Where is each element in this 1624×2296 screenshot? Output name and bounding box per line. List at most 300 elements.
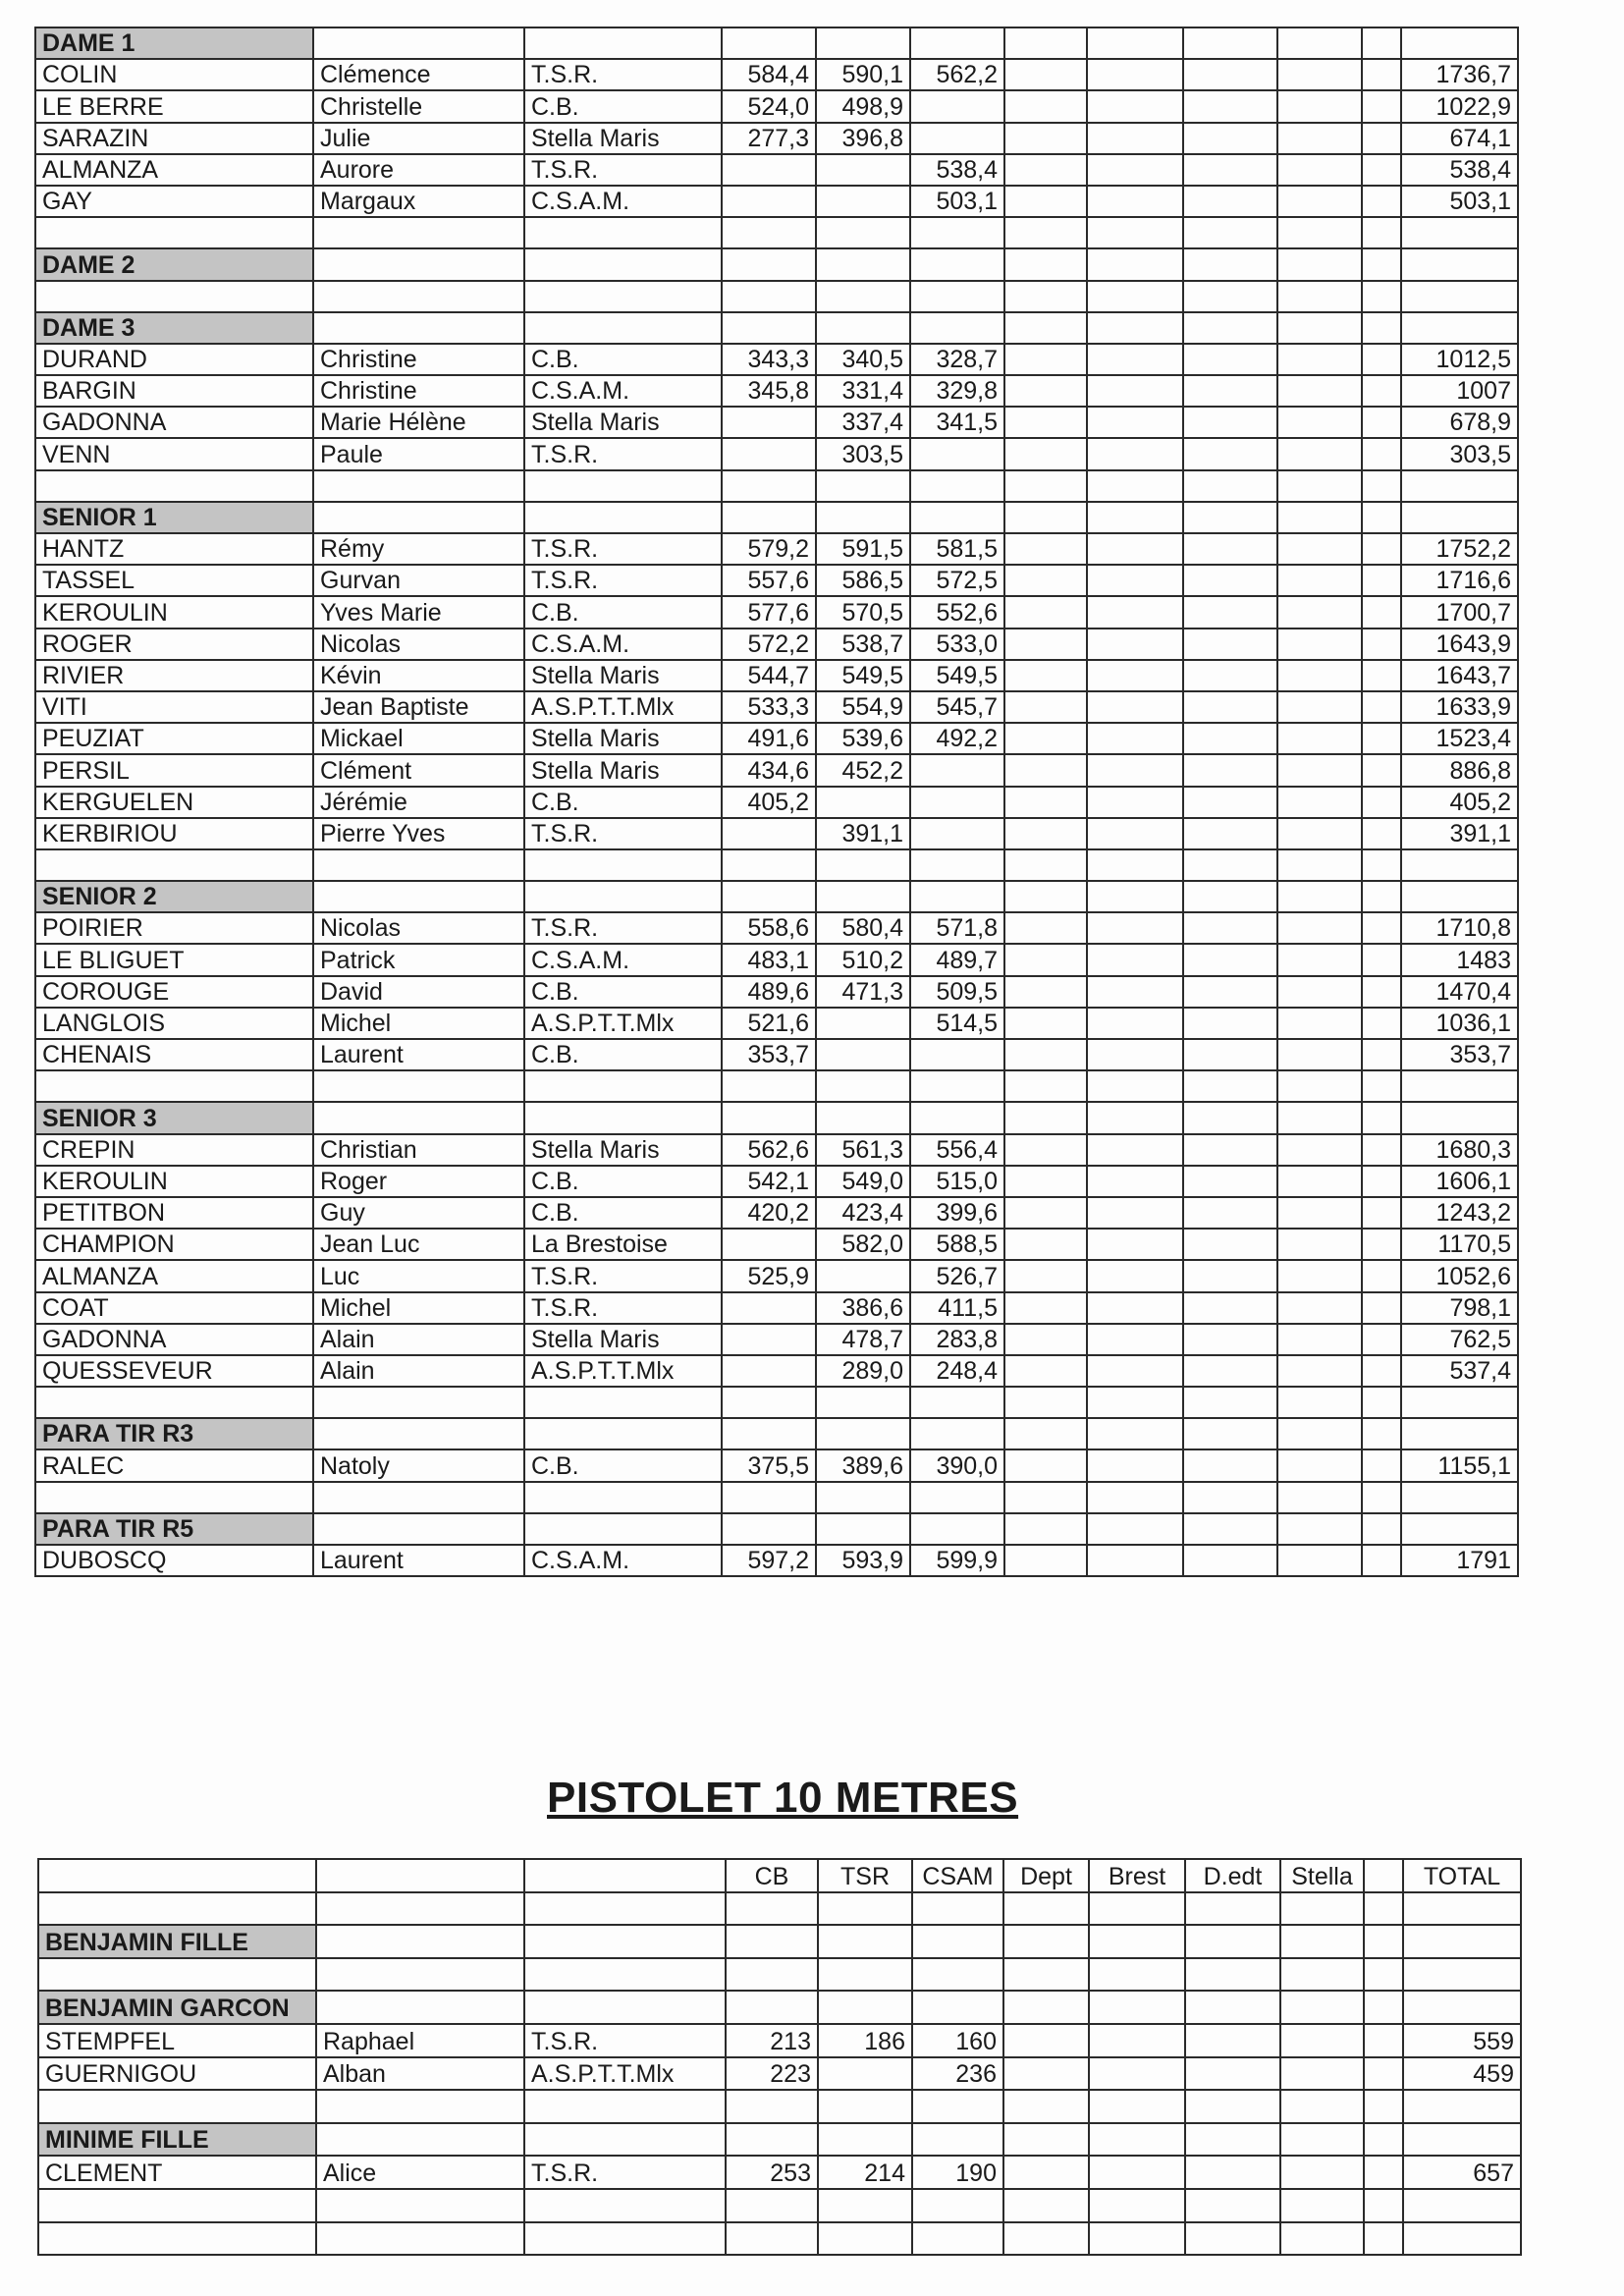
club-cell: A.S.P.T.T.Mlx — [524, 691, 722, 723]
empty-score-cell — [1362, 344, 1401, 375]
score-3-cell: 492,2 — [910, 723, 1004, 754]
score-3-cell: 599,9 — [910, 1545, 1004, 1576]
empty-score-cell — [1183, 1134, 1277, 1166]
empty-cell — [722, 27, 816, 59]
empty-score-cell — [1087, 1134, 1183, 1166]
empty-score-cell — [1183, 754, 1277, 786]
competitor-row — [35, 596, 1518, 628]
empty-score-cell — [1087, 912, 1183, 944]
spacer-row — [38, 2090, 1521, 2123]
empty-cell — [1362, 281, 1401, 312]
empty-cell — [816, 1070, 910, 1102]
empty-score-cell — [1362, 1229, 1401, 1260]
empty-score-cell — [1183, 1449, 1277, 1481]
last-name-cell: BARGIN — [35, 375, 313, 407]
empty-cell — [1401, 217, 1518, 248]
empty-cell — [1003, 1925, 1089, 1958]
club-cell: La Brestoise — [524, 1229, 722, 1260]
total-cell: 1710,8 — [1401, 912, 1518, 944]
score-3-cell: 341,5 — [910, 407, 1004, 438]
competitor-row — [35, 691, 1518, 723]
empty-cell — [1089, 1991, 1185, 2024]
empty-cell — [524, 281, 722, 312]
empty-cell — [38, 1892, 316, 1926]
empty-cell — [722, 881, 816, 912]
last-name-cell: KEROULIN — [35, 596, 313, 628]
empty-cell — [910, 1513, 1004, 1545]
score-2-cell — [816, 787, 910, 818]
empty-score-cell — [1183, 186, 1277, 217]
empty-cell — [1183, 281, 1277, 312]
first-name-cell: Jérémie — [313, 787, 524, 818]
competitor-row — [35, 375, 1518, 407]
score-3-cell: 411,5 — [910, 1292, 1004, 1324]
score-1-cell: 353,7 — [722, 1039, 816, 1070]
score-3-cell: 588,5 — [910, 1229, 1004, 1260]
last-name-cell: VENN — [35, 438, 313, 469]
score-2-cell: 561,3 — [816, 1134, 910, 1166]
score-2-cell: 423,4 — [816, 1197, 910, 1229]
empty-cell — [722, 1513, 816, 1545]
total-cell: 657 — [1403, 2156, 1521, 2189]
empty-score-cell — [1183, 1229, 1277, 1260]
empty-score-cell — [1087, 818, 1183, 849]
empty-cell — [816, 281, 910, 312]
empty-cell — [524, 470, 722, 502]
empty-cell — [316, 2222, 524, 2256]
empty-cell — [722, 849, 816, 881]
empty-score-cell — [1362, 660, 1401, 691]
empty-score-cell — [1277, 629, 1362, 660]
club-cell: T.S.R. — [524, 2156, 726, 2189]
empty-cell — [1277, 1513, 1362, 1545]
empty-score-cell — [1087, 90, 1183, 122]
empty-cell — [1277, 881, 1362, 912]
empty-cell — [1280, 2222, 1364, 2256]
competitor-row — [35, 1166, 1518, 1197]
empty-score-cell — [1362, 407, 1401, 438]
competitor-row — [35, 533, 1518, 565]
total-cell: 1523,4 — [1401, 723, 1518, 754]
empty-cell — [1280, 2189, 1364, 2222]
score-3-cell — [910, 90, 1004, 122]
empty-cell — [1089, 1958, 1185, 1992]
empty-cell — [1087, 27, 1183, 59]
empty-cell — [1401, 849, 1518, 881]
empty-cell — [35, 281, 313, 312]
score-3-cell: 514,5 — [910, 1008, 1004, 1039]
score-1-cell: 213 — [726, 2024, 818, 2057]
empty-cell — [35, 470, 313, 502]
empty-cell — [1277, 27, 1362, 59]
empty-score-cell — [1280, 2156, 1364, 2189]
total-cell: 353,7 — [1401, 1039, 1518, 1070]
empty-cell — [1004, 1070, 1087, 1102]
empty-score-cell — [1004, 123, 1087, 154]
empty-cell — [1183, 1102, 1277, 1133]
empty-cell — [910, 248, 1004, 280]
empty-score-cell — [1087, 407, 1183, 438]
club-cell: T.S.R. — [524, 1292, 722, 1324]
empty-score-cell — [1004, 1229, 1087, 1260]
score-2-cell: 593,9 — [816, 1545, 910, 1576]
last-name-cell: KEROULIN — [35, 1166, 313, 1197]
score-3-cell: 562,2 — [910, 59, 1004, 90]
empty-cell — [524, 1513, 722, 1545]
empty-score-cell — [1277, 1355, 1362, 1387]
empty-cell — [1087, 1513, 1183, 1545]
empty-cell — [1003, 2090, 1089, 2123]
competitor-row — [35, 1039, 1518, 1070]
score-3-cell: 509,5 — [910, 976, 1004, 1008]
column-header-dedt: D.edt — [1185, 1859, 1280, 1892]
last-name-cell: KERBIRIOU — [35, 818, 313, 849]
empty-cell — [910, 312, 1004, 344]
empty-cell — [910, 217, 1004, 248]
score-3-cell: 549,5 — [910, 660, 1004, 691]
club-cell: A.S.P.T.T.Mlx — [524, 2057, 726, 2091]
total-cell: 459 — [1403, 2057, 1521, 2091]
empty-cell — [1362, 849, 1401, 881]
first-name-cell: Mickael — [313, 723, 524, 754]
category-label: BENJAMIN GARCON — [38, 1991, 316, 2024]
score-2-cell: 586,5 — [816, 565, 910, 596]
first-name-cell: Christine — [313, 375, 524, 407]
empty-cell — [1362, 470, 1401, 502]
empty-cell — [313, 1070, 524, 1102]
category-header-row — [38, 2123, 1521, 2157]
total-cell: 1633,9 — [1401, 691, 1518, 723]
empty-cell — [1087, 881, 1183, 912]
empty-score-cell — [1004, 1449, 1087, 1481]
empty-cell — [1403, 1958, 1521, 1992]
competitor-row — [35, 754, 1518, 786]
score-2-cell: 391,1 — [816, 818, 910, 849]
score-1-cell: 253 — [726, 2156, 818, 2189]
empty-score-cell — [1362, 154, 1401, 186]
empty-cell — [1089, 1892, 1185, 1926]
empty-cell — [1004, 248, 1087, 280]
score-2-cell: 549,5 — [816, 660, 910, 691]
empty-cell — [1362, 217, 1401, 248]
empty-score-cell — [1362, 1134, 1401, 1166]
empty-score-cell — [1004, 912, 1087, 944]
category-header-row — [35, 312, 1518, 344]
empty-cell — [1362, 1513, 1401, 1545]
empty-cell — [816, 27, 910, 59]
empty-score-cell — [1277, 438, 1362, 469]
empty-cell — [1183, 1513, 1277, 1545]
empty-score-cell — [1004, 407, 1087, 438]
club-cell: Stella Maris — [524, 754, 722, 786]
empty-cell — [1183, 502, 1277, 533]
empty-cell — [912, 1958, 1003, 1992]
empty-cell — [1087, 217, 1183, 248]
empty-score-cell — [1004, 754, 1087, 786]
score-1-cell: 223 — [726, 2057, 818, 2091]
empty-score-cell — [1277, 565, 1362, 596]
empty-score-cell — [1183, 1355, 1277, 1387]
empty-score-cell — [1004, 533, 1087, 565]
empty-score-cell — [1364, 2024, 1403, 2057]
empty-cell — [1403, 1925, 1521, 1958]
club-cell: C.B. — [524, 90, 722, 122]
empty-cell — [1401, 1070, 1518, 1102]
spacer-row — [35, 1387, 1518, 1418]
last-name-cell: COAT — [35, 1292, 313, 1324]
club-cell: Stella Maris — [524, 407, 722, 438]
empty-cell — [1362, 248, 1401, 280]
empty-cell — [524, 1925, 726, 1958]
club-cell: C.S.A.M. — [524, 629, 722, 660]
score-3-cell — [910, 754, 1004, 786]
score-2-cell: 538,7 — [816, 629, 910, 660]
empty-cell — [35, 1070, 313, 1102]
empty-cell — [1089, 2123, 1185, 2157]
last-name-cell: QUESSEVEUR — [35, 1355, 313, 1387]
empty-cell — [316, 1892, 524, 1926]
empty-score-cell — [1087, 723, 1183, 754]
club-cell: C.S.A.M. — [524, 944, 722, 975]
empty-cell — [313, 502, 524, 533]
score-3-cell: 533,0 — [910, 629, 1004, 660]
spacer-row — [35, 849, 1518, 881]
column-header-tsr: TSR — [818, 1859, 912, 1892]
empty-cell — [1277, 217, 1362, 248]
first-name-cell: Patrick — [313, 944, 524, 975]
empty-score-cell — [1183, 407, 1277, 438]
category-header-row — [35, 1513, 1518, 1545]
empty-cell — [1401, 881, 1518, 912]
empty-cell — [1003, 1991, 1089, 2024]
club-cell: C.B. — [524, 344, 722, 375]
score-3-cell: 552,6 — [910, 596, 1004, 628]
total-cell: 762,5 — [1401, 1324, 1518, 1355]
category-header-row — [38, 1991, 1521, 2024]
total-cell: 678,9 — [1401, 407, 1518, 438]
total-cell: 1700,7 — [1401, 596, 1518, 628]
empty-cell — [524, 2123, 726, 2157]
empty-score-cell — [1362, 1324, 1401, 1355]
empty-cell — [524, 2090, 726, 2123]
total-cell: 1052,6 — [1401, 1260, 1518, 1291]
empty-cell — [726, 1958, 818, 1992]
category-header-row — [35, 1102, 1518, 1133]
score-1-cell: 597,2 — [722, 1545, 816, 1576]
score-2-cell: 340,5 — [816, 344, 910, 375]
empty-score-cell — [1183, 1292, 1277, 1324]
score-1-cell: 521,6 — [722, 1008, 816, 1039]
empty-cell — [313, 849, 524, 881]
club-cell: T.S.R. — [524, 912, 722, 944]
empty-cell — [816, 1513, 910, 1545]
score-1-cell: 577,6 — [722, 596, 816, 628]
empty-score-cell — [1362, 596, 1401, 628]
empty-cell — [1362, 1418, 1401, 1449]
score-2-cell: 214 — [818, 2156, 912, 2189]
empty-cell — [1087, 470, 1183, 502]
empty-score-cell — [1087, 1324, 1183, 1355]
empty-score-cell — [1004, 787, 1087, 818]
empty-cell — [726, 2189, 818, 2222]
score-3-cell — [910, 123, 1004, 154]
category-label: DAME 2 — [35, 248, 313, 280]
empty-score-cell — [1087, 186, 1183, 217]
competitor-row — [35, 660, 1518, 691]
score-3-cell: 190 — [912, 2156, 1003, 2189]
empty-score-cell — [1003, 2156, 1089, 2189]
score-2-cell: 396,8 — [816, 123, 910, 154]
last-name-cell: TASSEL — [35, 565, 313, 596]
score-3-cell: 526,7 — [910, 1260, 1004, 1291]
total-cell: 798,1 — [1401, 1292, 1518, 1324]
score-1-cell — [722, 1292, 816, 1324]
total-cell: 537,4 — [1401, 1355, 1518, 1387]
empty-cell — [1401, 1387, 1518, 1418]
score-2-cell: 580,4 — [816, 912, 910, 944]
empty-score-cell — [1183, 1166, 1277, 1197]
club-cell: T.S.R. — [524, 154, 722, 186]
empty-cell — [726, 1925, 818, 1958]
total-cell: 1036,1 — [1401, 1008, 1518, 1039]
score-3-cell: 581,5 — [910, 533, 1004, 565]
empty-cell — [816, 470, 910, 502]
category-label: PARA TIR R5 — [35, 1513, 313, 1545]
empty-cell — [313, 881, 524, 912]
last-name-cell: ALMANZA — [35, 1260, 313, 1291]
empty-score-cell — [1004, 59, 1087, 90]
first-name-cell: Nicolas — [313, 912, 524, 944]
category-label: DAME 3 — [35, 312, 313, 344]
empty-score-cell — [1183, 565, 1277, 596]
empty-score-cell — [1004, 438, 1087, 469]
empty-cell — [1280, 1925, 1364, 1958]
empty-cell — [1362, 312, 1401, 344]
competitor-row — [35, 1260, 1518, 1291]
empty-score-cell — [1004, 596, 1087, 628]
total-cell: 1170,5 — [1401, 1229, 1518, 1260]
competitor-row — [35, 1008, 1518, 1039]
empty-cell — [524, 2189, 726, 2222]
empty-cell — [1277, 1418, 1362, 1449]
empty-score-cell — [1087, 533, 1183, 565]
empty-score-cell — [1004, 691, 1087, 723]
empty-cell — [912, 1991, 1003, 2024]
category-label: DAME 1 — [35, 27, 313, 59]
club-cell: T.S.R. — [524, 2024, 726, 2057]
empty-cell — [1401, 1102, 1518, 1133]
club-cell: C.B. — [524, 1166, 722, 1197]
empty-cell — [1403, 1892, 1521, 1926]
empty-cell — [1087, 849, 1183, 881]
club-cell: Stella Maris — [524, 723, 722, 754]
empty-score-cell — [1087, 691, 1183, 723]
empty-cell — [1185, 1892, 1280, 1926]
empty-cell — [1183, 1482, 1277, 1513]
empty-score-cell — [1087, 59, 1183, 90]
competitor-row — [35, 123, 1518, 154]
empty-cell — [313, 1513, 524, 1545]
first-name-cell: Pierre Yves — [313, 818, 524, 849]
empty-cell — [316, 2123, 524, 2157]
empty-score-cell — [1277, 1197, 1362, 1229]
score-3-cell — [910, 818, 1004, 849]
empty-cell — [1004, 217, 1087, 248]
score-3-cell: 399,6 — [910, 1197, 1004, 1229]
empty-cell — [313, 1387, 524, 1418]
empty-cell — [910, 281, 1004, 312]
empty-score-cell — [1362, 691, 1401, 723]
empty-cell — [912, 2189, 1003, 2222]
empty-score-cell — [1362, 629, 1401, 660]
club-cell: T.S.R. — [524, 438, 722, 469]
first-name-cell: Jean Baptiste — [313, 691, 524, 723]
empty-cell — [1004, 1102, 1087, 1133]
first-name-cell: David — [313, 976, 524, 1008]
empty-cell — [524, 1387, 722, 1418]
empty-cell — [1280, 2090, 1364, 2123]
empty-cell — [1364, 2222, 1403, 2256]
empty-cell — [524, 1991, 726, 2024]
empty-cell — [524, 1482, 722, 1513]
score-1-cell: 405,2 — [722, 787, 816, 818]
score-1-cell: 544,7 — [722, 660, 816, 691]
empty-cell — [912, 2123, 1003, 2157]
score-1-cell — [722, 186, 816, 217]
total-cell: 405,2 — [1401, 787, 1518, 818]
competitor-row — [38, 2024, 1521, 2057]
score-1-cell — [722, 1229, 816, 1260]
first-name-cell: Michel — [313, 1292, 524, 1324]
empty-cell — [726, 1991, 818, 2024]
empty-cell — [1277, 248, 1362, 280]
empty-score-cell — [1087, 1545, 1183, 1576]
empty-cell — [1280, 1958, 1364, 1992]
empty-cell — [1004, 312, 1087, 344]
score-3-cell: 571,8 — [910, 912, 1004, 944]
empty-cell — [910, 1482, 1004, 1513]
first-name-cell: Clémence — [313, 59, 524, 90]
empty-cell — [1277, 470, 1362, 502]
empty-cell — [524, 1102, 722, 1133]
empty-cell — [313, 312, 524, 344]
empty-cell — [38, 1958, 316, 1992]
score-1-cell: 579,2 — [722, 533, 816, 565]
competitor-row — [35, 1355, 1518, 1387]
empty-cell — [1183, 470, 1277, 502]
empty-score-cell — [1277, 944, 1362, 975]
empty-score-cell — [1277, 1545, 1362, 1576]
empty-cell — [1362, 881, 1401, 912]
first-name-cell: Laurent — [313, 1039, 524, 1070]
last-name-cell: GADONNA — [35, 1324, 313, 1355]
empty-score-cell — [1183, 596, 1277, 628]
empty-cell — [1087, 1102, 1183, 1133]
empty-cell — [1089, 2090, 1185, 2123]
empty-cell — [722, 248, 816, 280]
score-3-cell: 489,7 — [910, 944, 1004, 975]
empty-cell — [818, 1892, 912, 1926]
empty-cell — [1003, 2123, 1089, 2157]
empty-cell — [722, 281, 816, 312]
empty-cell — [722, 1070, 816, 1102]
score-3-cell: 329,8 — [910, 375, 1004, 407]
score-2-cell — [816, 1260, 910, 1291]
empty-cell — [818, 2123, 912, 2157]
last-name-cell: DUBOSCQ — [35, 1545, 313, 1576]
empty-score-cell — [1089, 2057, 1185, 2091]
competitor-row — [35, 344, 1518, 375]
